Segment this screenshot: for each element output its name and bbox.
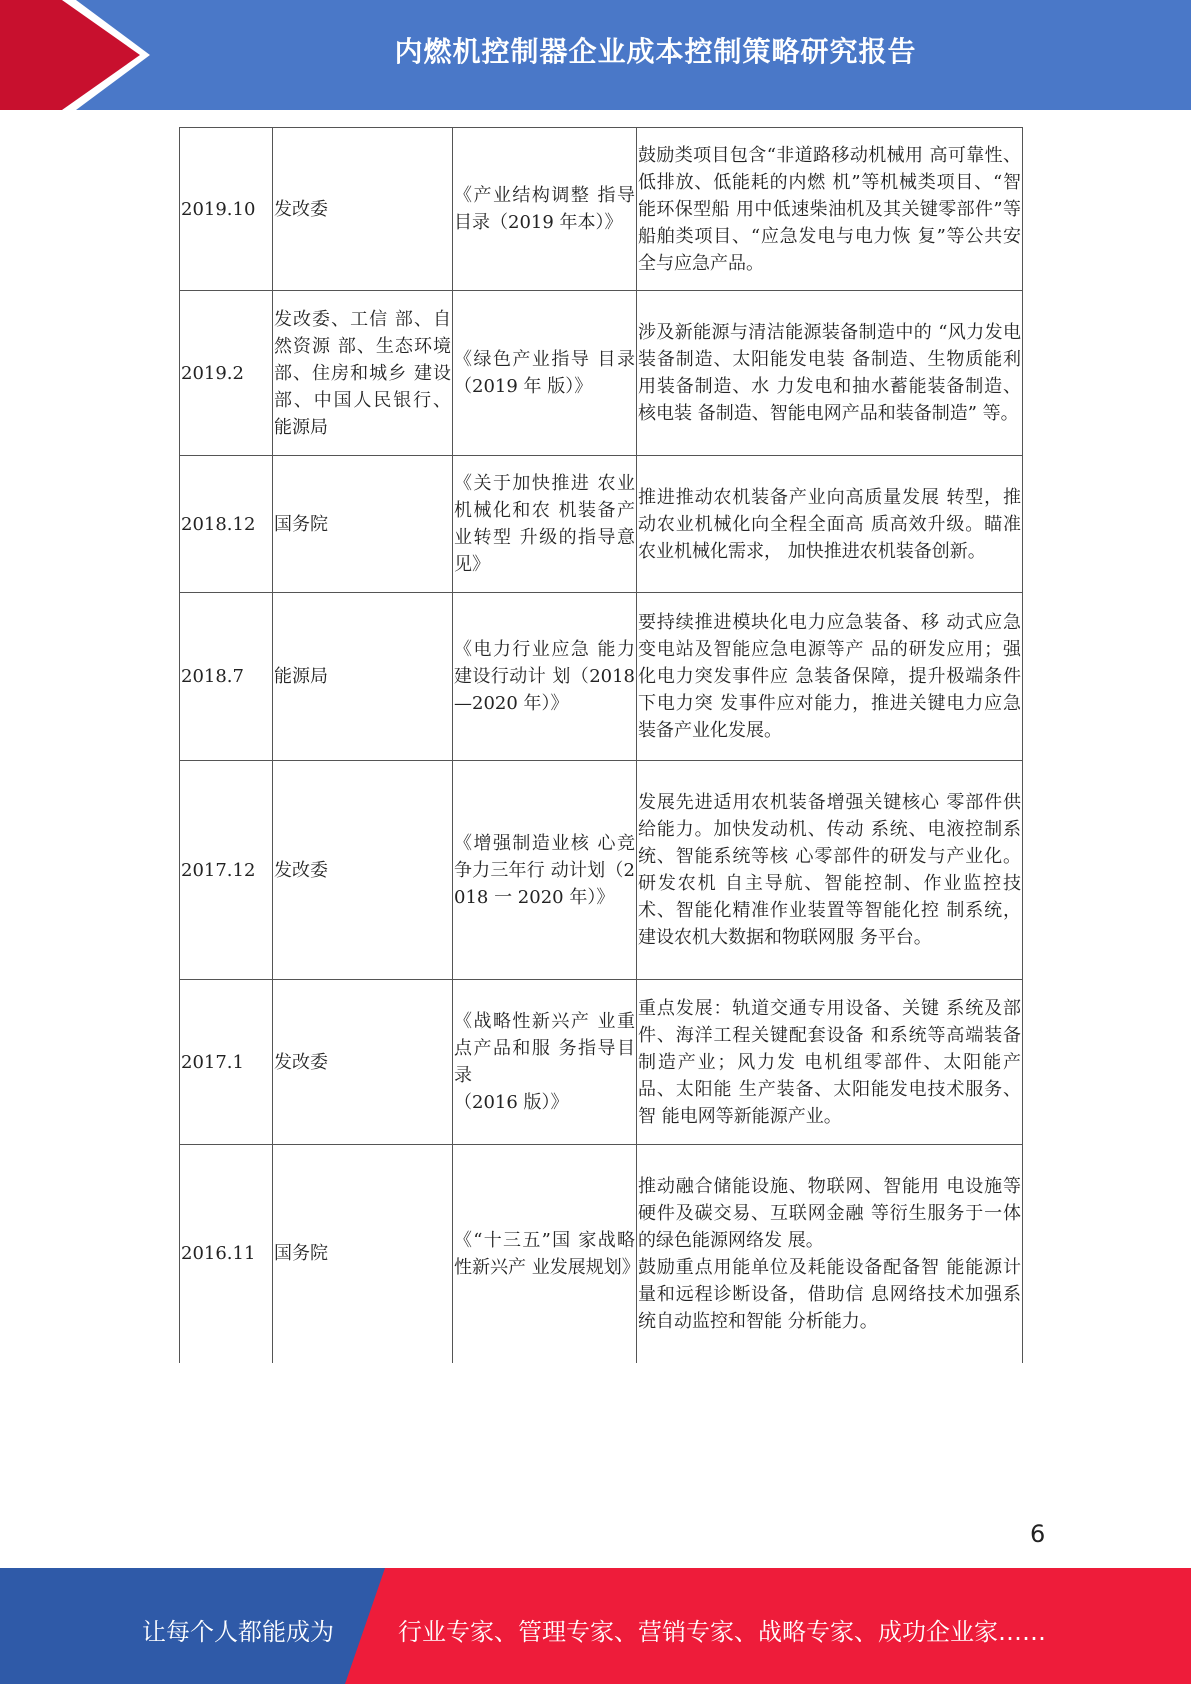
table-row <box>180 593 1023 761</box>
table-row <box>180 291 1023 456</box>
report-title: 内燃机控制器企业成本控制策略研究报告 <box>394 35 917 68</box>
policy-department-cell: 国务院 <box>273 1145 453 1363</box>
footer-slogan-right: 行业专家、管理专家、营销专家、战略专家、成功企业家…… <box>398 1618 1046 1646</box>
table-row <box>180 128 1023 291</box>
policy-content-cell: 涉及新能源与清洁能源装备制造中的 “风力发电装备制造、太阳能发电装 备制造、生物质能利用装备制造、水 力发电和抽水蓄能装备制造、核电装 备制造、智能电网产品和装备制造” 等。 <box>637 291 1023 456</box>
policy-content-cell: 重点发展：轨道交通专用设备、关键 系统及部件、海洋工程关键配套设备 和系统等高端装备制造产业；风力发 电机组零部件、太阳能产品、太阳能 生产装备、太阳能发电技术服务、智 能电网等新能源产业。 <box>637 980 1023 1145</box>
policy-document-cell: 《绿色产业指导 目录（2019 年 版）》 <box>453 291 637 456</box>
policy-department-cell: 国务院 <box>273 456 453 593</box>
table-row <box>180 980 1023 1145</box>
policy-document-cell: 《电力行业应急 能力建设行动计 划（2018—2020 年）》 <box>453 593 637 761</box>
policy-date-cell: 2019.10 <box>180 128 273 291</box>
policy-content-cell: 鼓励类项目包含“非道路移动机械用 高可靠性、低排放、低能耗的内燃 机”等机械类项目、“智能环保型船 用中低速柴油机及其关键零部件”等 船舶类项目、“应急发电与电力恢 复”等公共安全与应急产品。 <box>637 128 1023 291</box>
policy-date-cell: 2016.11 <box>180 1145 273 1363</box>
table-row <box>180 456 1023 593</box>
policy-content-cell: 发展先进适用农机装备增强关键核心 零部件供给能力。加快发动机、传动 系统、电液控制系统、智能系统等核 心零部件的研发与产业化。研发农机 自主导航、智能控制、作业监控技 术、智能化精准作业装置等智能化控 制系统，建设农机大数据和物联网服 务平台。 <box>637 761 1023 980</box>
header-band <box>0 0 1191 110</box>
policy-document-cell: 《关于加快推进 农业机械化和农 机装备产业转型 升级的指导意 见》 <box>453 456 637 593</box>
table-row <box>180 761 1023 980</box>
policy-table <box>179 127 1021 1363</box>
policy-document-cell: 《产业结构调整 指导目录（2019 年本）》 <box>453 128 637 291</box>
policy-department-cell: 发改委 <box>273 761 453 980</box>
table-row <box>180 1145 1023 1363</box>
policy-content-cell: 推进推动农机装备产业向高质量发展 转型，推动农业机械化向全程全面高 质高效升级。瞄准农业机械化需求， 加快推进农机装备创新。 <box>637 456 1023 593</box>
policy-date-cell: 2017.12 <box>180 761 273 980</box>
page-number: 6 <box>1030 1520 1046 1548</box>
policy-department-cell: 发改委 <box>273 128 453 291</box>
policy-content-cell: 推动融合储能设施、物联网、智能用 电设施等硬件及碳交易、互联网金融 等衍生服务于一体的绿色能源网络发 展。 鼓励重点用能单位及耗能设备配备智 能能源计量和远程诊断设备，借助信 息网络技术加强系统自动监控和智能 分析能力。 <box>637 1145 1023 1363</box>
policy-date-cell: 2018.7 <box>180 593 273 761</box>
policy-department-cell: 发改委、工信 部、自然资源 部、生态环境 部、住房和城乡 建设部、中国人民银行、能源局 <box>273 291 453 456</box>
policy-date-cell: 2018.12 <box>180 456 273 593</box>
policy-document-cell: 《战略性新兴产 业重点产品和服 务指导目录 （2016 版）》 <box>453 980 637 1145</box>
policy-date-cell: 2019.2 <box>180 291 273 456</box>
policy-content-cell: 要持续推进模块化电力应急装备、移 动式应急变电站及智能应急电源等产 品的研发应用；强化电力突发事件应 急装备保障，提升极端条件下电力突 发事件应对能力，推进关键电力应急 装备产业化发展。 <box>637 593 1023 761</box>
policy-department-cell: 能源局 <box>273 593 453 761</box>
policy-document-cell: 《增强制造业核 心竞争力三年行 动计划（2018 一 2020 年）》 <box>453 761 637 980</box>
policy-document-cell: 《“十三五”国 家战略性新兴产 业发展规划》 <box>453 1145 637 1363</box>
header-arrow-decoration <box>0 0 150 110</box>
footer-slogan-left: 让每个人都能成为 <box>142 1618 334 1646</box>
policy-department-cell: 发改委 <box>273 980 453 1145</box>
policy-date-cell: 2017.1 <box>180 980 273 1145</box>
